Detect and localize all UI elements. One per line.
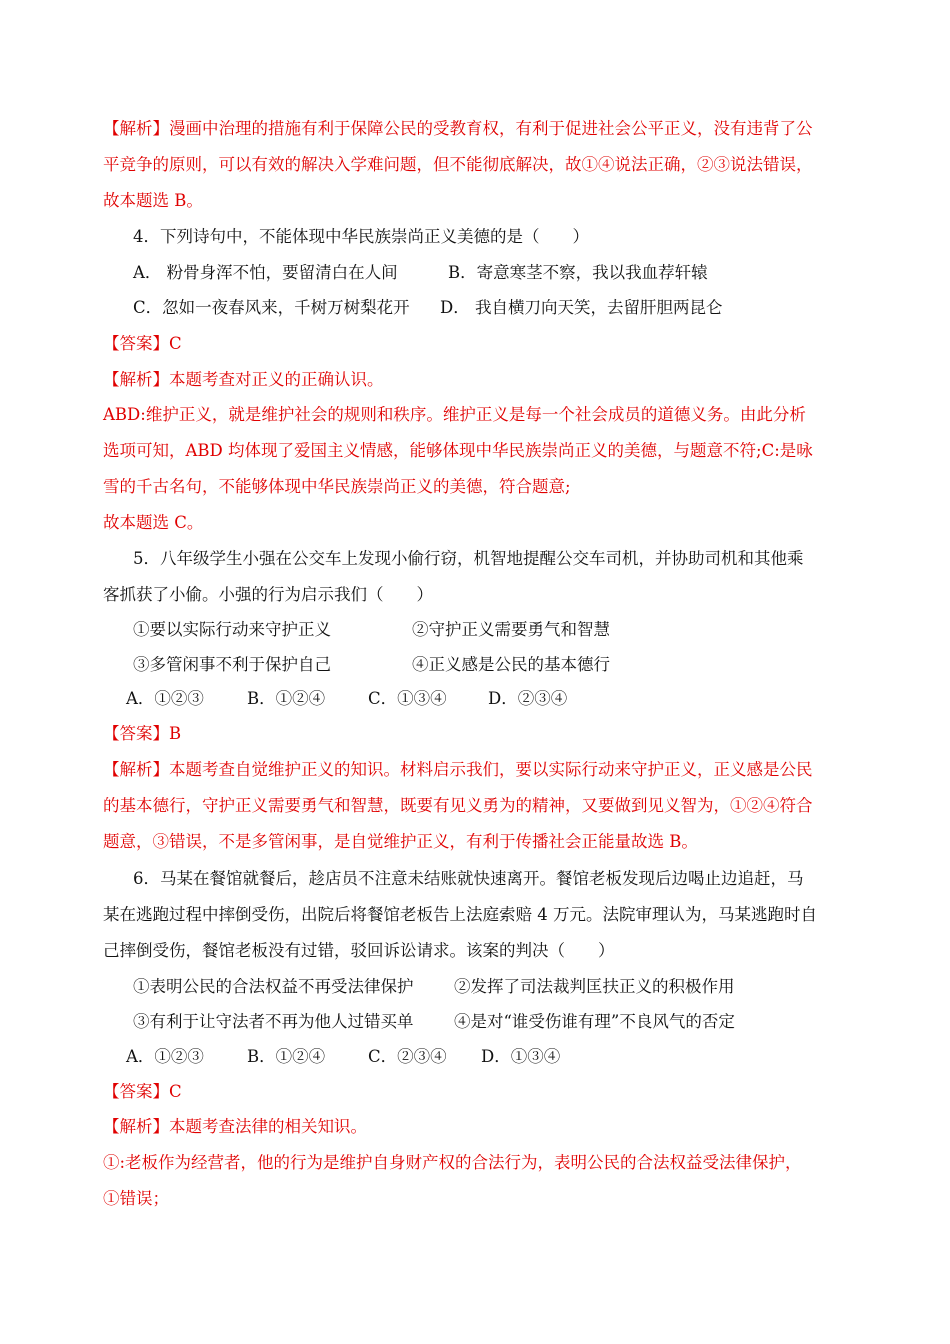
q5-analysis-line-3: 题意，③错误，不是多管闲事，是自觉维护正义，有利于传播社会正能量故选 B。 <box>103 832 698 851</box>
q4-analysis-line-2: ABD:维护正义，就是维护社会的规则和秩序。维护正义是每一个社会成员的道德义务。由此分析 <box>103 405 806 424</box>
q5-item-4: ④正义感是公民的基本德行 <box>412 655 610 674</box>
q6-analysis-line-3: ①错误； <box>103 1189 169 1208</box>
q4-analysis-line-5: 故本题选 C。 <box>103 513 204 532</box>
q3-analysis-line-3: 故本题选 B。 <box>103 191 203 210</box>
q5-option-a: A．①②③ <box>126 689 204 708</box>
q6-item-1: ①表明公民的合法权益不再受法律保护 <box>133 977 414 996</box>
q6-item-3: ③有利于让守法者不再为他人过错买单 <box>133 1012 414 1031</box>
q5-option-c: C．①③④ <box>368 689 447 708</box>
q5-option-b: B．①②④ <box>247 689 326 708</box>
q4-option-c: C．忽如一夜春风来，千树万树梨花开 <box>133 298 410 317</box>
q6-stem-line-3: 己摔倒受伤，餐馆老板没有过错，驳回诉讼请求。该案的判决（ ） <box>103 941 615 960</box>
q4-answer: 【答案】C <box>103 334 182 353</box>
q5-analysis-line-1: 【解析】本题考查自觉维护正义的知识。材料启示我们，要以实际行动来守护正义，正义感是公民 <box>103 760 813 779</box>
q6-option-c: C．②③④ <box>368 1047 447 1066</box>
q3-analysis-line-2: 平竞争的原则，可以有效的解决入学难问题，但不能彻底解决，故①④说法正确，②③说法错误， <box>103 155 813 174</box>
q6-answer: 【答案】C <box>103 1082 182 1101</box>
q5-item-1: ①要以实际行动来守护正义 <box>133 620 331 639</box>
q5-answer: 【答案】B <box>103 724 182 743</box>
q5-stem-line-2: 客抓获了小偷。小强的行为启示我们（ ） <box>103 585 433 604</box>
q3-analysis-line-1: 【解析】漫画中治理的措施有利于保障公民的受教育权，有利于促进社会公平正义，没有违背了公 <box>103 119 813 138</box>
q5-item-2: ②守护正义需要勇气和智慧 <box>412 620 610 639</box>
q6-stem-line-1: 6．马某在餐馆就餐后，趁店员不注意未结账就快速离开。餐馆老板发现后边喝止边追赶，马 <box>133 869 804 888</box>
q5-option-d: D．②③④ <box>488 689 568 708</box>
q4-analysis-line-1: 【解析】本题考查对正义的正确认识。 <box>103 370 384 389</box>
q4-stem: 4．下列诗句中，不能体现中华民族崇尚正义美德的是（ ） <box>133 227 589 246</box>
q6-option-b: B．①②④ <box>247 1047 326 1066</box>
q4-option-b: B．寄意寒茎不察，我以我血荐轩辕 <box>448 263 708 282</box>
q6-item-4: ④是对“谁受伤谁有理”不良风气的否定 <box>454 1012 735 1031</box>
q4-option-d: D． 我自横刀向天笑，去留肝胆两昆仑 <box>440 298 723 317</box>
q6-analysis-line-1: 【解析】本题考查法律的相关知识。 <box>103 1117 367 1136</box>
q6-item-2: ②发挥了司法裁判匡扶正义的积极作用 <box>454 977 735 996</box>
q5-item-3: ③多管闲事不利于保护自己 <box>133 655 331 674</box>
q4-analysis-line-4: 雪的千古名句，不能够体现中华民族崇尚正义的美德，符合题意; <box>103 477 571 496</box>
q6-stem-line-2: 某在逃跑过程中摔倒受伤，出院后将餐馆老板告上法庭索赔 4 万元。法院审理认为，马某逃跑时自 <box>103 905 817 924</box>
q6-option-a: A．①②③ <box>126 1047 204 1066</box>
q4-analysis-line-3: 选项可知，ABD 均体现了爱国主义情感，能够体现中华民族崇尚正义的美德，与题意不符;C:是咏 <box>103 441 813 460</box>
q5-analysis-line-2: 的基本德行，守护正义需要勇气和智慧，既要有见义勇为的精神，又要做到见义智为，①②④符合 <box>103 796 813 815</box>
q5-stem-line-1: 5．八年级学生小强在公交车上发现小偷行窃，机智地提醒公交车司机，并协助司机和其他乘 <box>133 549 804 568</box>
q4-option-a: A． 粉骨身浑不怕，要留清白在人间 <box>133 263 398 282</box>
q6-option-d: D．①③④ <box>481 1047 561 1066</box>
q6-analysis-line-2: ①:老板作为经营者，他的行为是维护自身财产权的合法行为，表明公民的合法权益受法律保护， <box>103 1153 802 1172</box>
